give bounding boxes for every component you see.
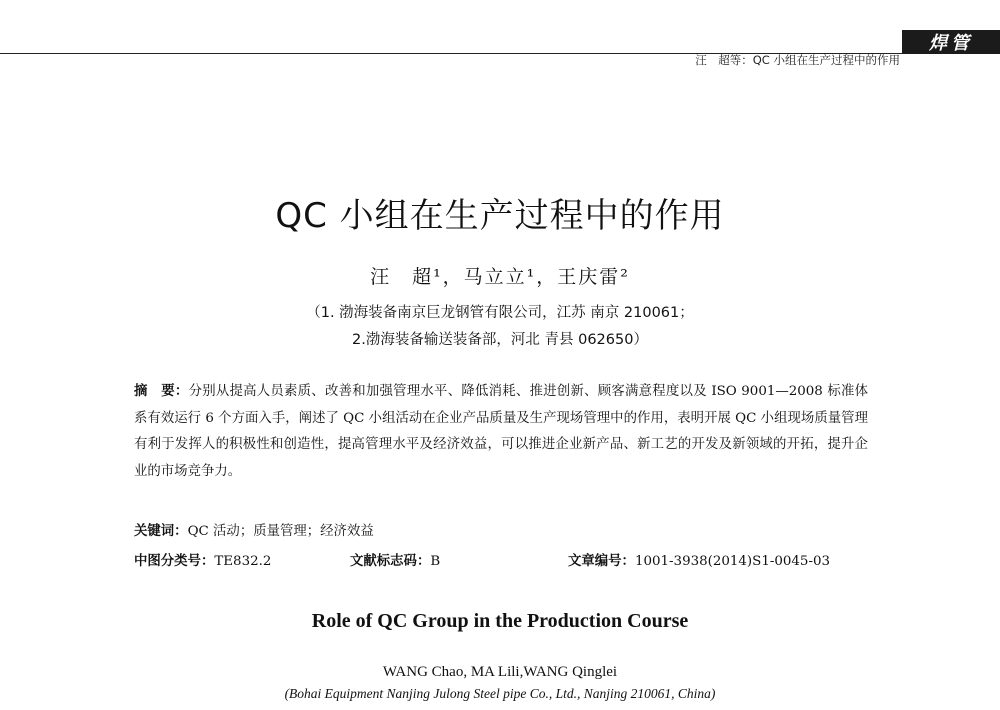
running-head: 汪 超等：QC 小组在生产过程中的作用 (695, 53, 900, 67)
abstract-label: 摘 要： (134, 384, 189, 399)
keywords-label: 关键词： (134, 524, 188, 539)
english-title: Role of QC Group in the Production Course (311, 610, 689, 632)
keywords (134, 520, 868, 539)
paper-title: QC 小组在生产过程中的作用 (275, 196, 725, 236)
journal-name-tab (902, 30, 1000, 54)
abstract (134, 379, 868, 485)
keywords-text: QC 活动；质量管理；经济效益 (187, 524, 374, 539)
document-code (350, 550, 440, 569)
clc-value: TE832.2 (214, 554, 272, 569)
doc-code-label: 文献标志码： (350, 554, 431, 569)
article-number-value: 1001-3938(2014)S1-0045-03 (634, 554, 831, 569)
affiliation-line-2: 2.渤海装备输送装备部，河北 青县 062650） (352, 332, 648, 348)
clc-label: 中图分类号： (134, 554, 215, 569)
article-number-label: 文章编号： (568, 554, 635, 569)
affiliation-line-1: （1. 渤海装备南京巨龙钢管有限公司，江苏 南京 210061； (306, 305, 694, 321)
english-authors: WANG Chao, MA Lili,WANG Qinglei (382, 664, 618, 680)
english-affiliation: (Bohai Equipment Nanjing Julong Steel pipe Co., Ltd., Nanjing 210061, China) (284, 686, 716, 701)
article-number (568, 550, 830, 569)
doc-code-value: B (430, 554, 441, 569)
journal-name: 焊管 (929, 33, 973, 54)
author-list: 汪 超¹，马立立¹，王庆雷² (370, 266, 630, 288)
clc-number (134, 550, 271, 569)
abstract-text: 分别从提高人员素质、改善和加强管理水平、降低消耗、推进创新、顾客满意程度以及 ISO 9001—2008 标准体系有效运行 6 个方面入手，阐述了 QC 小组活动在企业产品质量及生产现场管理中的作用，表明开展 QC 小组现场质量管理有利于发挥人的积极性和创造性，提高管理水平及经济效益，可以推进企业新产品、新工艺的开发及新领域的开拓，提升企业的市场竞争力。 (134, 384, 868, 479)
